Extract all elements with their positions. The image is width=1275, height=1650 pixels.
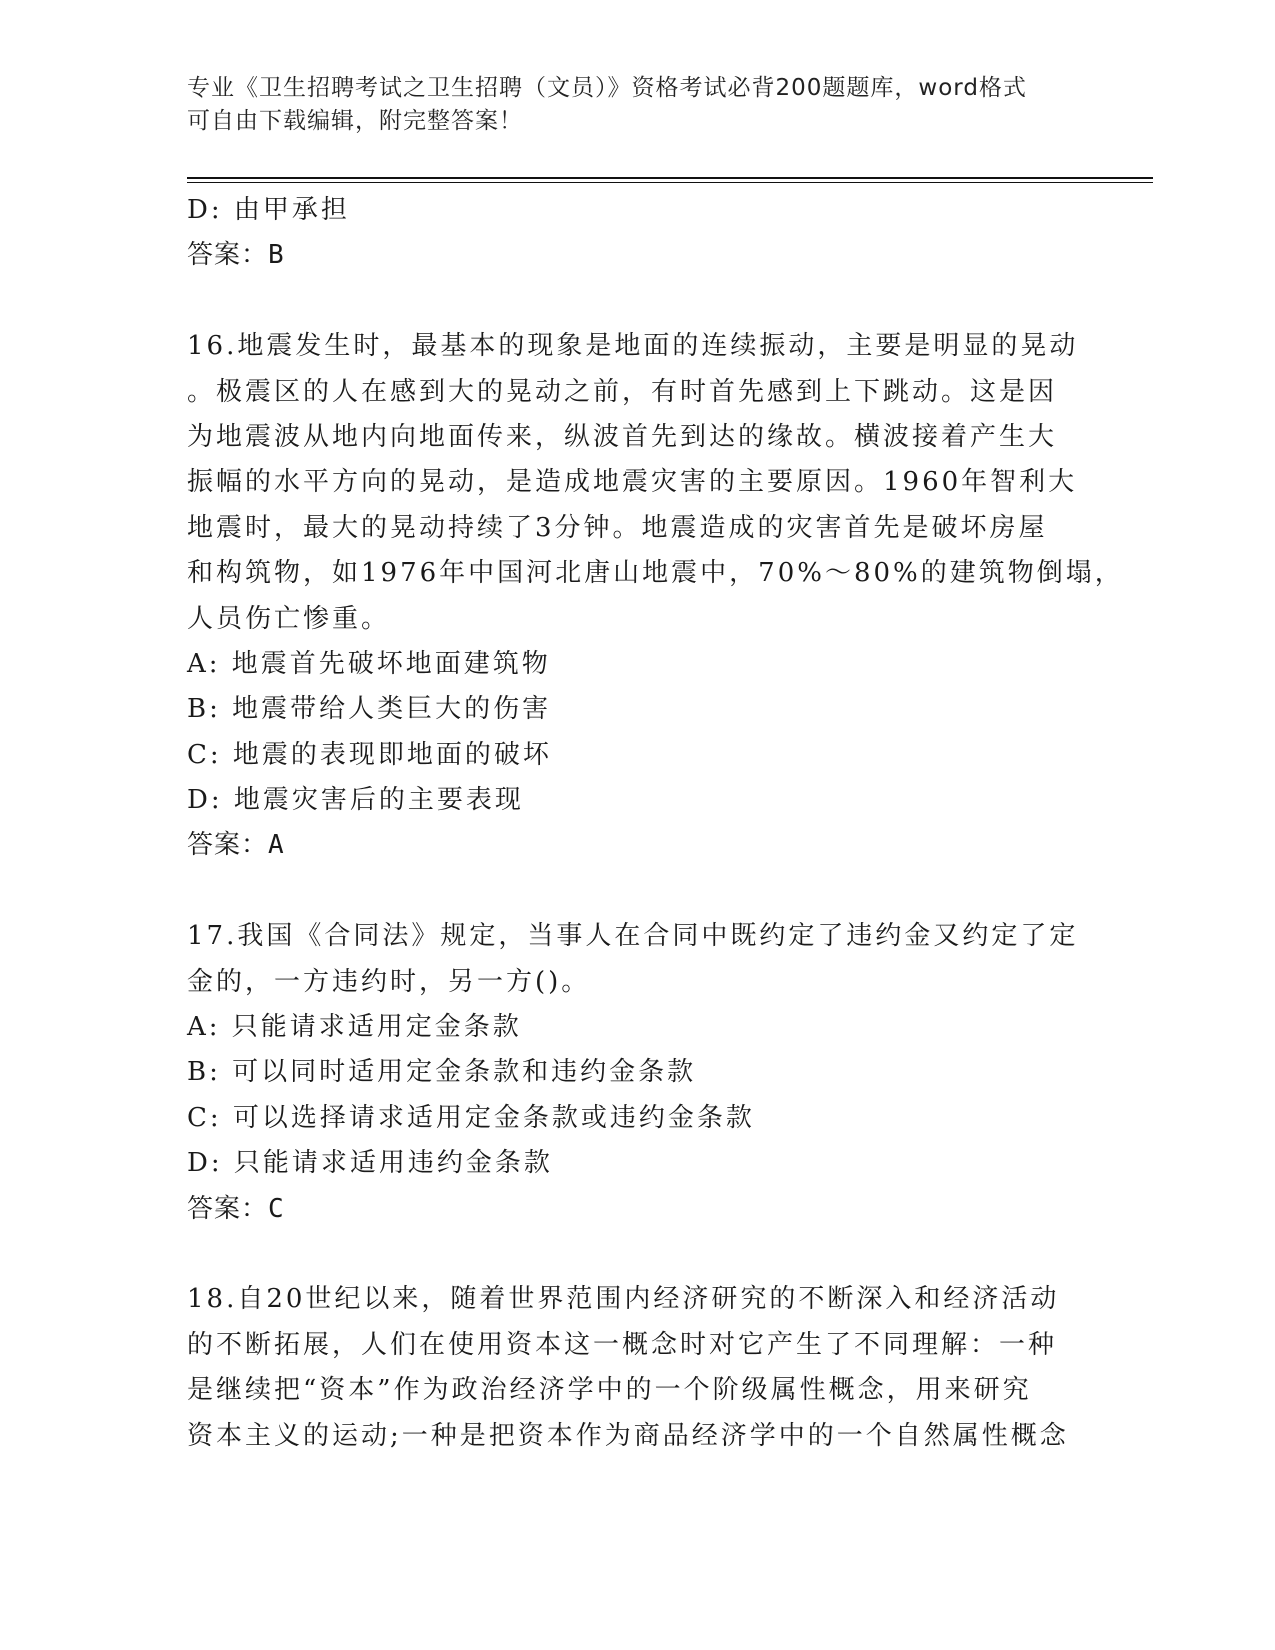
header-line: 可自由下载编辑，附完整答案！ (187, 108, 523, 134)
option-b: B: 可以同时适用定金条款和违约金条款 (187, 1057, 697, 1088)
header-rule-thin (187, 182, 1153, 183)
question-text-line: 和构筑物，如1976年中国河北唐山地震中，70%～80%的建筑物倒塌， (187, 558, 1124, 589)
header-rule (187, 177, 1153, 179)
spacer (187, 1232, 1087, 1277)
question-text-line: 。极震区的人在感到大的晃动之前，有时首先感到上下跳动。这是因 (187, 376, 1058, 407)
question-text-line: 16.地震发生时，最基本的现象是地面的连续振动，主要是明显的晃动 (187, 331, 1079, 362)
answer-line (187, 1187, 1087, 1232)
option-d: D: 只能请求适用违约金条款 (187, 1148, 553, 1179)
question-16 (187, 324, 1124, 869)
spacer (187, 279, 1087, 324)
answer-line (187, 233, 1087, 278)
spacer (187, 869, 1087, 914)
header-line: 专业《卫生招聘考试之卫生招聘（文员）》资格考试必背200题题库，word格式 (187, 75, 1027, 101)
page-header (187, 72, 1067, 138)
question-text-line: 地震时，最大的晃动持续了3分钟。地震造成的灾害首先是破坏房屋 (187, 512, 1048, 543)
option-a: A: 地震首先破坏地面建筑物 (187, 648, 551, 679)
question-text-line: 金的，一方违约时，另一方()。 (187, 966, 591, 997)
answer-value: B (268, 240, 285, 271)
question-text-line: 的不断拓展，人们在使用资本这一概念时对它产生了不同理解：一种 (187, 1329, 1058, 1360)
answer-value: C (268, 1193, 285, 1224)
question-text-line: 振幅的水平方向的晃动，是造成地震灾害的主要原因。1960年智利大 (187, 467, 1078, 498)
question-17 (187, 914, 1087, 1232)
question-text-line: 17.我国《合同法》规定，当事人在合同中既约定了违约金又约定了定 (187, 921, 1079, 952)
option-c: C: 地震的表现即地面的破坏 (187, 739, 552, 770)
question-text-line: 是继续把“资本”作为政治经济学中的一个阶级属性概念，用来研究 (187, 1375, 1032, 1406)
answer-label: 答案： (187, 240, 269, 271)
answer-line (187, 823, 1087, 868)
option-b: B: 地震带给人类巨大的伤害 (187, 694, 552, 725)
option-a: A: 只能请求适用定金条款 (187, 1012, 522, 1043)
question-text-line: 为地震波从地内向地面传来，纵波首先到达的缘故。横波接着产生大 (187, 421, 1058, 452)
document-body (187, 188, 1124, 1459)
answer-label: 答案： (187, 1193, 269, 1224)
option-d: D: 地震灾害后的主要表现 (187, 785, 524, 816)
option-c: C: 可以选择请求适用定金条款或违约金条款 (187, 1102, 755, 1133)
option-d: D: 由甲承担 (187, 195, 350, 225)
answer-label: 答案： (187, 830, 269, 861)
question-text-line: 资本主义的运动;一种是把资本作为商品经济学中的一个自然属性概念 (187, 1420, 1069, 1451)
question-18 (187, 1277, 1087, 1459)
question-text-line: 18.自20世纪以来，随着世界范围内经济研究的不断深入和经济活动 (187, 1284, 1060, 1315)
previous-question (187, 188, 1087, 279)
answer-value: A (268, 830, 285, 861)
question-text-line: 人员伤亡惨重。 (187, 603, 391, 634)
